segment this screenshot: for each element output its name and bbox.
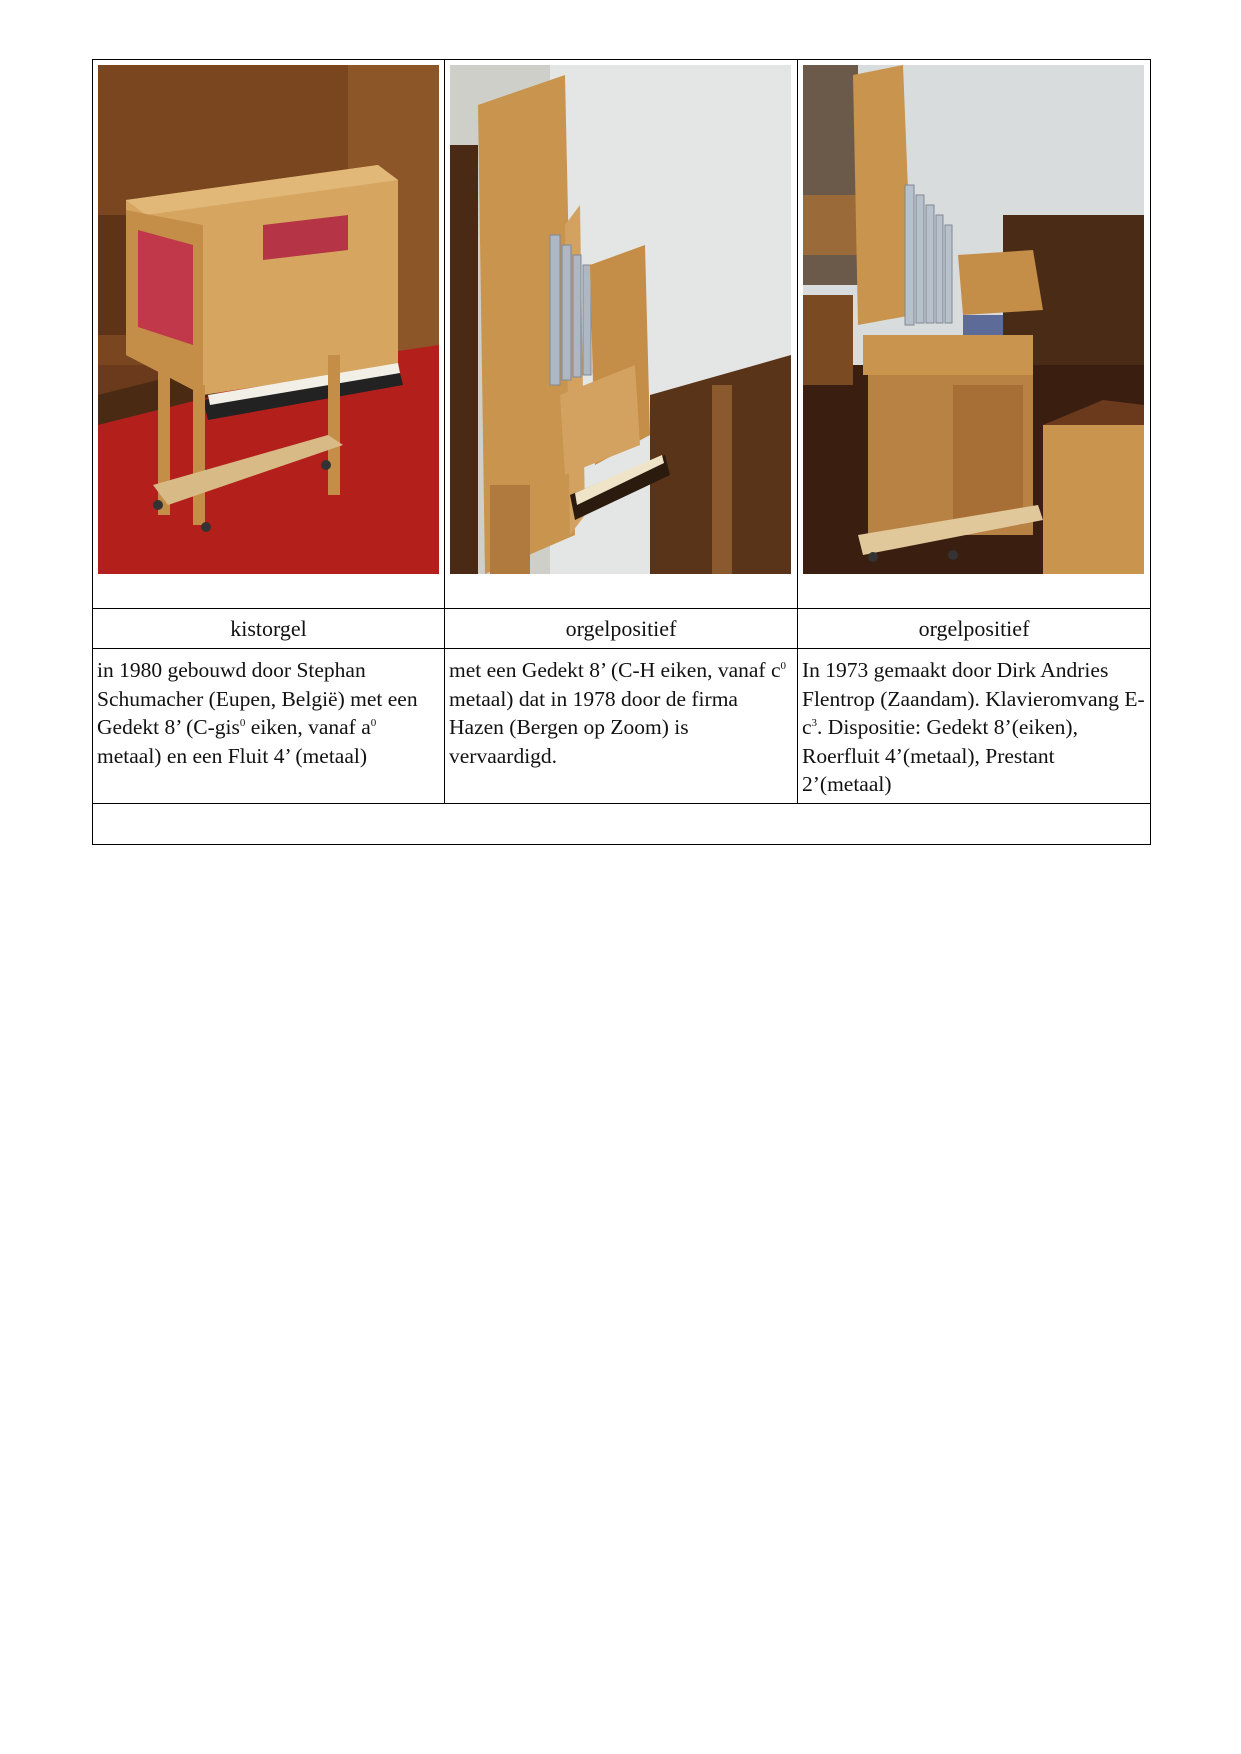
description-orgelpositief-2: In 1973 gemaakt door Dirk Andries Flentrop (Zaandam). Klavieromvang $E-c^3$. Dispositie: Gedekt 8’(eiken), Roerfluit 4’(metaal), Prestant 2’(metaal) (802, 658, 1145, 796)
caption-orgelpositief-2: orgelpositief (798, 609, 1151, 649)
caption-row (93, 609, 1151, 649)
description-row (93, 649, 1151, 804)
caption-kistorgel: kistorgel (93, 609, 445, 649)
superscript: 0 (780, 660, 787, 672)
superscript: 0 (239, 717, 246, 729)
description-cell (798, 649, 1151, 804)
organ-table (92, 59, 1151, 845)
photo-cell (445, 60, 798, 609)
photo-cell (93, 60, 445, 609)
description-kistorgel: in 1980 gebouwd door Stephan Schumacher (Eupen, België) met een Gedekt 8’ (C-gis$^0$ eiken, vanaf $a^0$ metaal) en een Fluit 4’ (metaal) (97, 658, 418, 768)
superscript: 0 (370, 717, 377, 729)
description-orgelpositief-1: met een Gedekt 8’ (C-H eiken, vanaf $c^0$ metaal) dat in 1978 door de firma Hazen (Bergen op Zoom) is vervaardigd. (449, 658, 787, 768)
photo-orgelpositief-1 (450, 65, 791, 574)
orgelpositief-photo-image-1 (450, 65, 791, 574)
description-cell (445, 649, 798, 804)
photo-row (93, 60, 1151, 609)
description-cell (93, 649, 445, 804)
orgelpositief-photo-image-2 (803, 65, 1144, 574)
photo-orgelpositief-2 (803, 65, 1144, 574)
empty-row (93, 803, 1151, 844)
photo-cell (798, 60, 1151, 609)
superscript: 3 (811, 717, 818, 729)
caption-orgelpositief-1: orgelpositief (445, 609, 798, 649)
empty-cell (93, 803, 1151, 844)
kistorgel-photo-image (98, 65, 439, 574)
photo-kistorgel (98, 65, 439, 574)
